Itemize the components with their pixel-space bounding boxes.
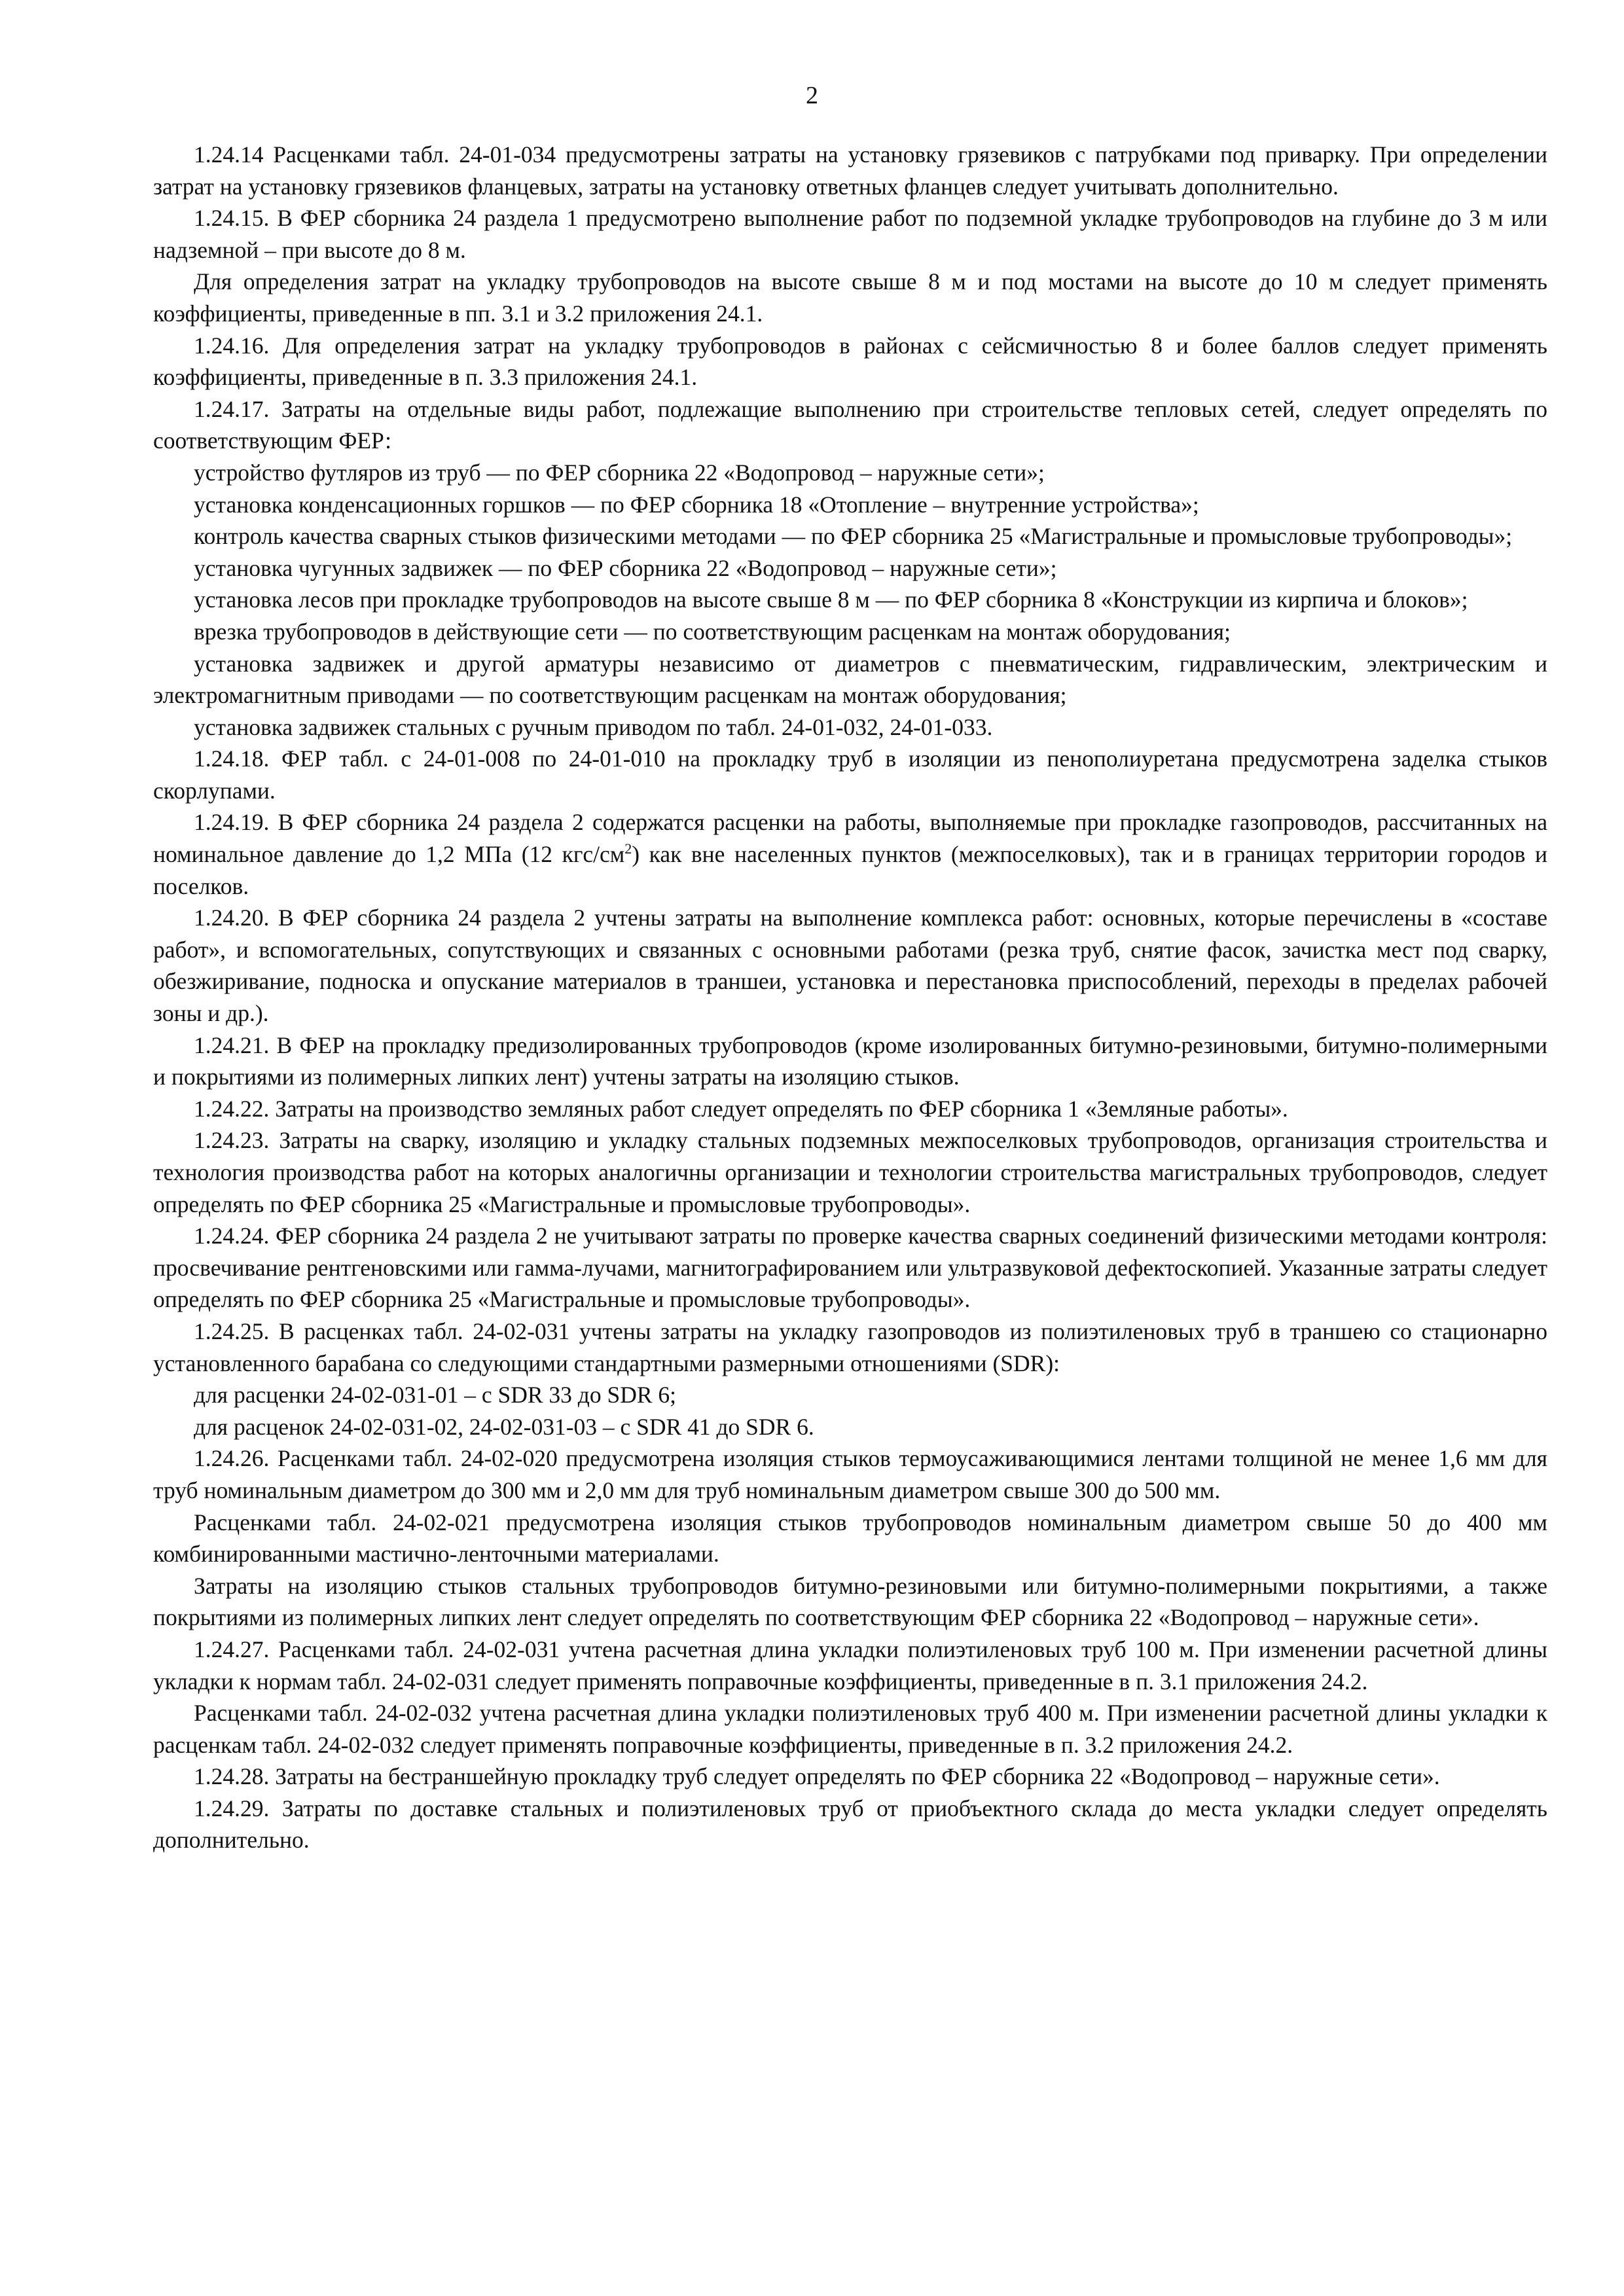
paragraph-table-24-02-021: Расценками табл. 24-02-021 предусмотрена изоляция стыков трубопроводов номинальным диаметром свыше 50 до 400 мм комбинированными мастично-ленточными материалами. [153, 1509, 1547, 1568]
paragraph-1-24-22: 1.24.22. Затраты на производство земляных работ следует определять по ФЕР сборника 1 «Земляные работы». [194, 1095, 1288, 1122]
paragraph-1-24-16: 1.24.16. Для определения затрат на укладку трубопроводов в районах с сейсмичностью 8 и более баллов следует применять коэффициенты, приведенные в п. 3.3 приложения 24.1. [153, 332, 1547, 391]
paragraph-table-24-02-032: Расценками табл. 24-02-032 учтена расчетная длина укладки полиэтиленовых труб 400 м. При изменении расчетной длины укладки к расценкам табл. 24-02-032 следует применять поправочные коэффициенты, приведенные в п. 3.2 приложения 24.2. [153, 1700, 1547, 1758]
paragraph-1-24-23: 1.24.23. Затраты на сварку, изоляцию и укладку стальных подземных межпоселковых трубопроводов, организация строительства и технология производства работ на которых аналогичны организации и технологии строительства магистральных трубопроводов, следует определять по ФЕР сборника 25 «Магистральные и промысловые трубопроводы». [153, 1127, 1547, 1217]
page-number: 2 [806, 82, 818, 109]
paragraph-1-24-21: 1.24.21. В ФЕР на прокладку предизолированных трубопроводов (кроме изолированных битумно-резиновыми, битумно-полимерными и покрытиями из полимерных липких лент) учтены затраты на изоляцию стыков. [153, 1031, 1547, 1090]
paragraph-1-24-17: 1.24.17. Затраты на отдельные виды работ, подлежащие выполнению при строительстве тепловых сетей, следует определять по соответствующим ФЕР: [153, 395, 1547, 454]
list-item-sdr-31-01: для расценки 24-02-031-01 – с SDR 33 до SDR 6; [194, 1382, 677, 1408]
list-item-cast-iron-valves: установка чугунных задвижек — по ФЕР сборника 22 «Водопровод – наружные сети»; [194, 554, 1057, 581]
list-item-actuated-valves: установка задвижек и другой арматуры независимо от диаметров с пневматическим, гидравлическим, электрическим и электромагнитным приводами — по соответствующим расценкам на монтаж оборудования; [153, 650, 1547, 709]
paragraph-1-24-19-part-1: 1.24.19. В ФЕР сборника 24 раздела 2 содержатся расценки на работы, выполняемые при прокладке газопроводов, рассчитанных на номинальное давление до 1,2 МПа (12 кгс/см [153, 809, 1547, 868]
paragraph-1-24-27: 1.24.27. Расценками табл. 24-02-031 учтена расчетная длина укладки полиэтиленовых труб 100 м. При изменении расчетной длины укладки к нормам табл. 24-02-031 следует применять поправочные коэффициенты, приведенные в п. 3.1 приложения 24.2. [153, 1636, 1547, 1695]
list-item-weld-inspection: контроль качества сварных стыков физическими методами — по ФЕР сборника 25 «Магистральные и промысловые трубопроводы»; [194, 523, 1513, 550]
paragraph-1-24-14: 1.24.14 Расценками табл. 24-01-034 предусмотрены затраты на установку грязевиков с патрубками под приварку. При определении затрат на установку грязевиков фланцевых, затраты на установку ответных фланцев следует учитывать дополнительно. [153, 141, 1547, 200]
list-item-manual-steel-valves: установка задвижек стальных с ручным приводом по табл. 24-01-032, 24-01-033. [194, 713, 993, 740]
paragraph-1-24-25: 1.24.25. В расценках табл. 24-02-031 учтены затраты на укладку газопроводов из полиэтиленовых труб в траншею со стационарно установленного барабана со следующими стандартными размерными отношениями (SDR): [153, 1318, 1547, 1376]
list-item-pipe-casings: устройство футляров из труб — по ФЕР сборника 22 «Водопровод – наружные сети»; [194, 459, 1045, 486]
paragraph-1-24-29: 1.24.29. Затраты по доставке стальных и полиэтиленовых труб от приобъектного склада до места укладки следует определять дополнительно. [153, 1795, 1547, 1854]
paragraph-height-coefficients: Для определения затрат на укладку трубопроводов на высоте свыше 8 м и под мостами на высоте до 10 м следует применять коэффициенты, приведенные в пп. 3.1 и 3.2 приложения 24.1. [153, 268, 1547, 327]
list-item-tie-in: врезка трубопроводов в действующие сети — по соответствующим расценкам на монтаж оборудования; [194, 618, 1231, 645]
paragraph-1-24-19-part-2: ) как вне населенных пунктов (межпоселковых), так и в границах территории городов и поселков. [153, 841, 1547, 899]
list-item-scaffolding: установка лесов при прокладке трубопроводов на высоте свыше 8 м — по ФЕР сборника 8 «Конструкции из кирпича и блоков»; [194, 586, 1468, 613]
paragraph-1-24-15: 1.24.15. В ФЕР сборника 24 раздела 1 предусмотрено выполнение работ по подземной укладке трубопроводов на глубине до 3 м или надземной – при высоте до 8 м. [153, 205, 1547, 263]
paragraph-1-24-24: 1.24.24. ФЕР сборника 24 раздела 2 не учитывают затраты по проверке качества сварных соединений физическими методами контроля: просвечивание рентгеновскими или гамма-лучами, магнитографированием или ультразвуковой дефектоскопией. Указанные затраты следует определять по ФЕР сборника 25 «Магистральные и промысловые трубопроводы». [153, 1223, 1547, 1313]
paragraph-1-24-26: 1.24.26. Расценками табл. 24-02-020 предусмотрена изоляция стыков термоусаживающимися лентами толщиной не менее 1,6 мм для труб номинальным диаметром до 300 мм и 2,0 мм для труб номинальным диаметром свыше 300 до 500 мм. [153, 1445, 1547, 1503]
list-item-condensate-pots: установка конденсационных горшков — по ФЕР сборника 18 «Отопление – внутренние устройства»; [194, 491, 1199, 518]
superscript-2: 2 [624, 840, 632, 857]
document-body [153, 139, 1547, 1856]
paragraph-1-24-19 [153, 806, 1547, 902]
paragraph-1-24-20: 1.24.20. В ФЕР сборника 24 раздела 2 учтены затраты на выполнение комплекса работ: основных, которые перечислены в «составе работ», и вспомогательных, сопутствующих и связанных с основными работами (резка труб, снятие фасок, зачистка мест под сварку, обезжиривание, подноска и опускание материалов в траншеи, установка и перестановка приспособлений, переходы в пределах рабочей зоны и др.). [153, 905, 1547, 1027]
paragraph-joint-insulation-costs: Затраты на изоляцию стыков стальных трубопроводов битумно-резиновыми или битумно-полимерными покрытиями, а также покрытиями из полимерных липких лент следует определять по соответствующим ФЕР сборника 22 «Водопровод – наружные сети». [153, 1572, 1547, 1631]
list-item-sdr-31-02-03: для расценок 24-02-031-02, 24-02-031-03 – с SDR 41 до SDR 6. [194, 1413, 814, 1440]
paragraph-1-24-18: 1.24.18. ФЕР табл. с 24-01-008 по 24-01-010 на прокладку труб в изоляции из пенополиуретана предусмотрена заделка стыков скорлупами. [153, 745, 1547, 804]
paragraph-1-24-28: 1.24.28. Затраты на бестраншейную прокладку труб следует определять по ФЕР сборника 22 «Водопровод – наружные сети». [194, 1763, 1440, 1790]
